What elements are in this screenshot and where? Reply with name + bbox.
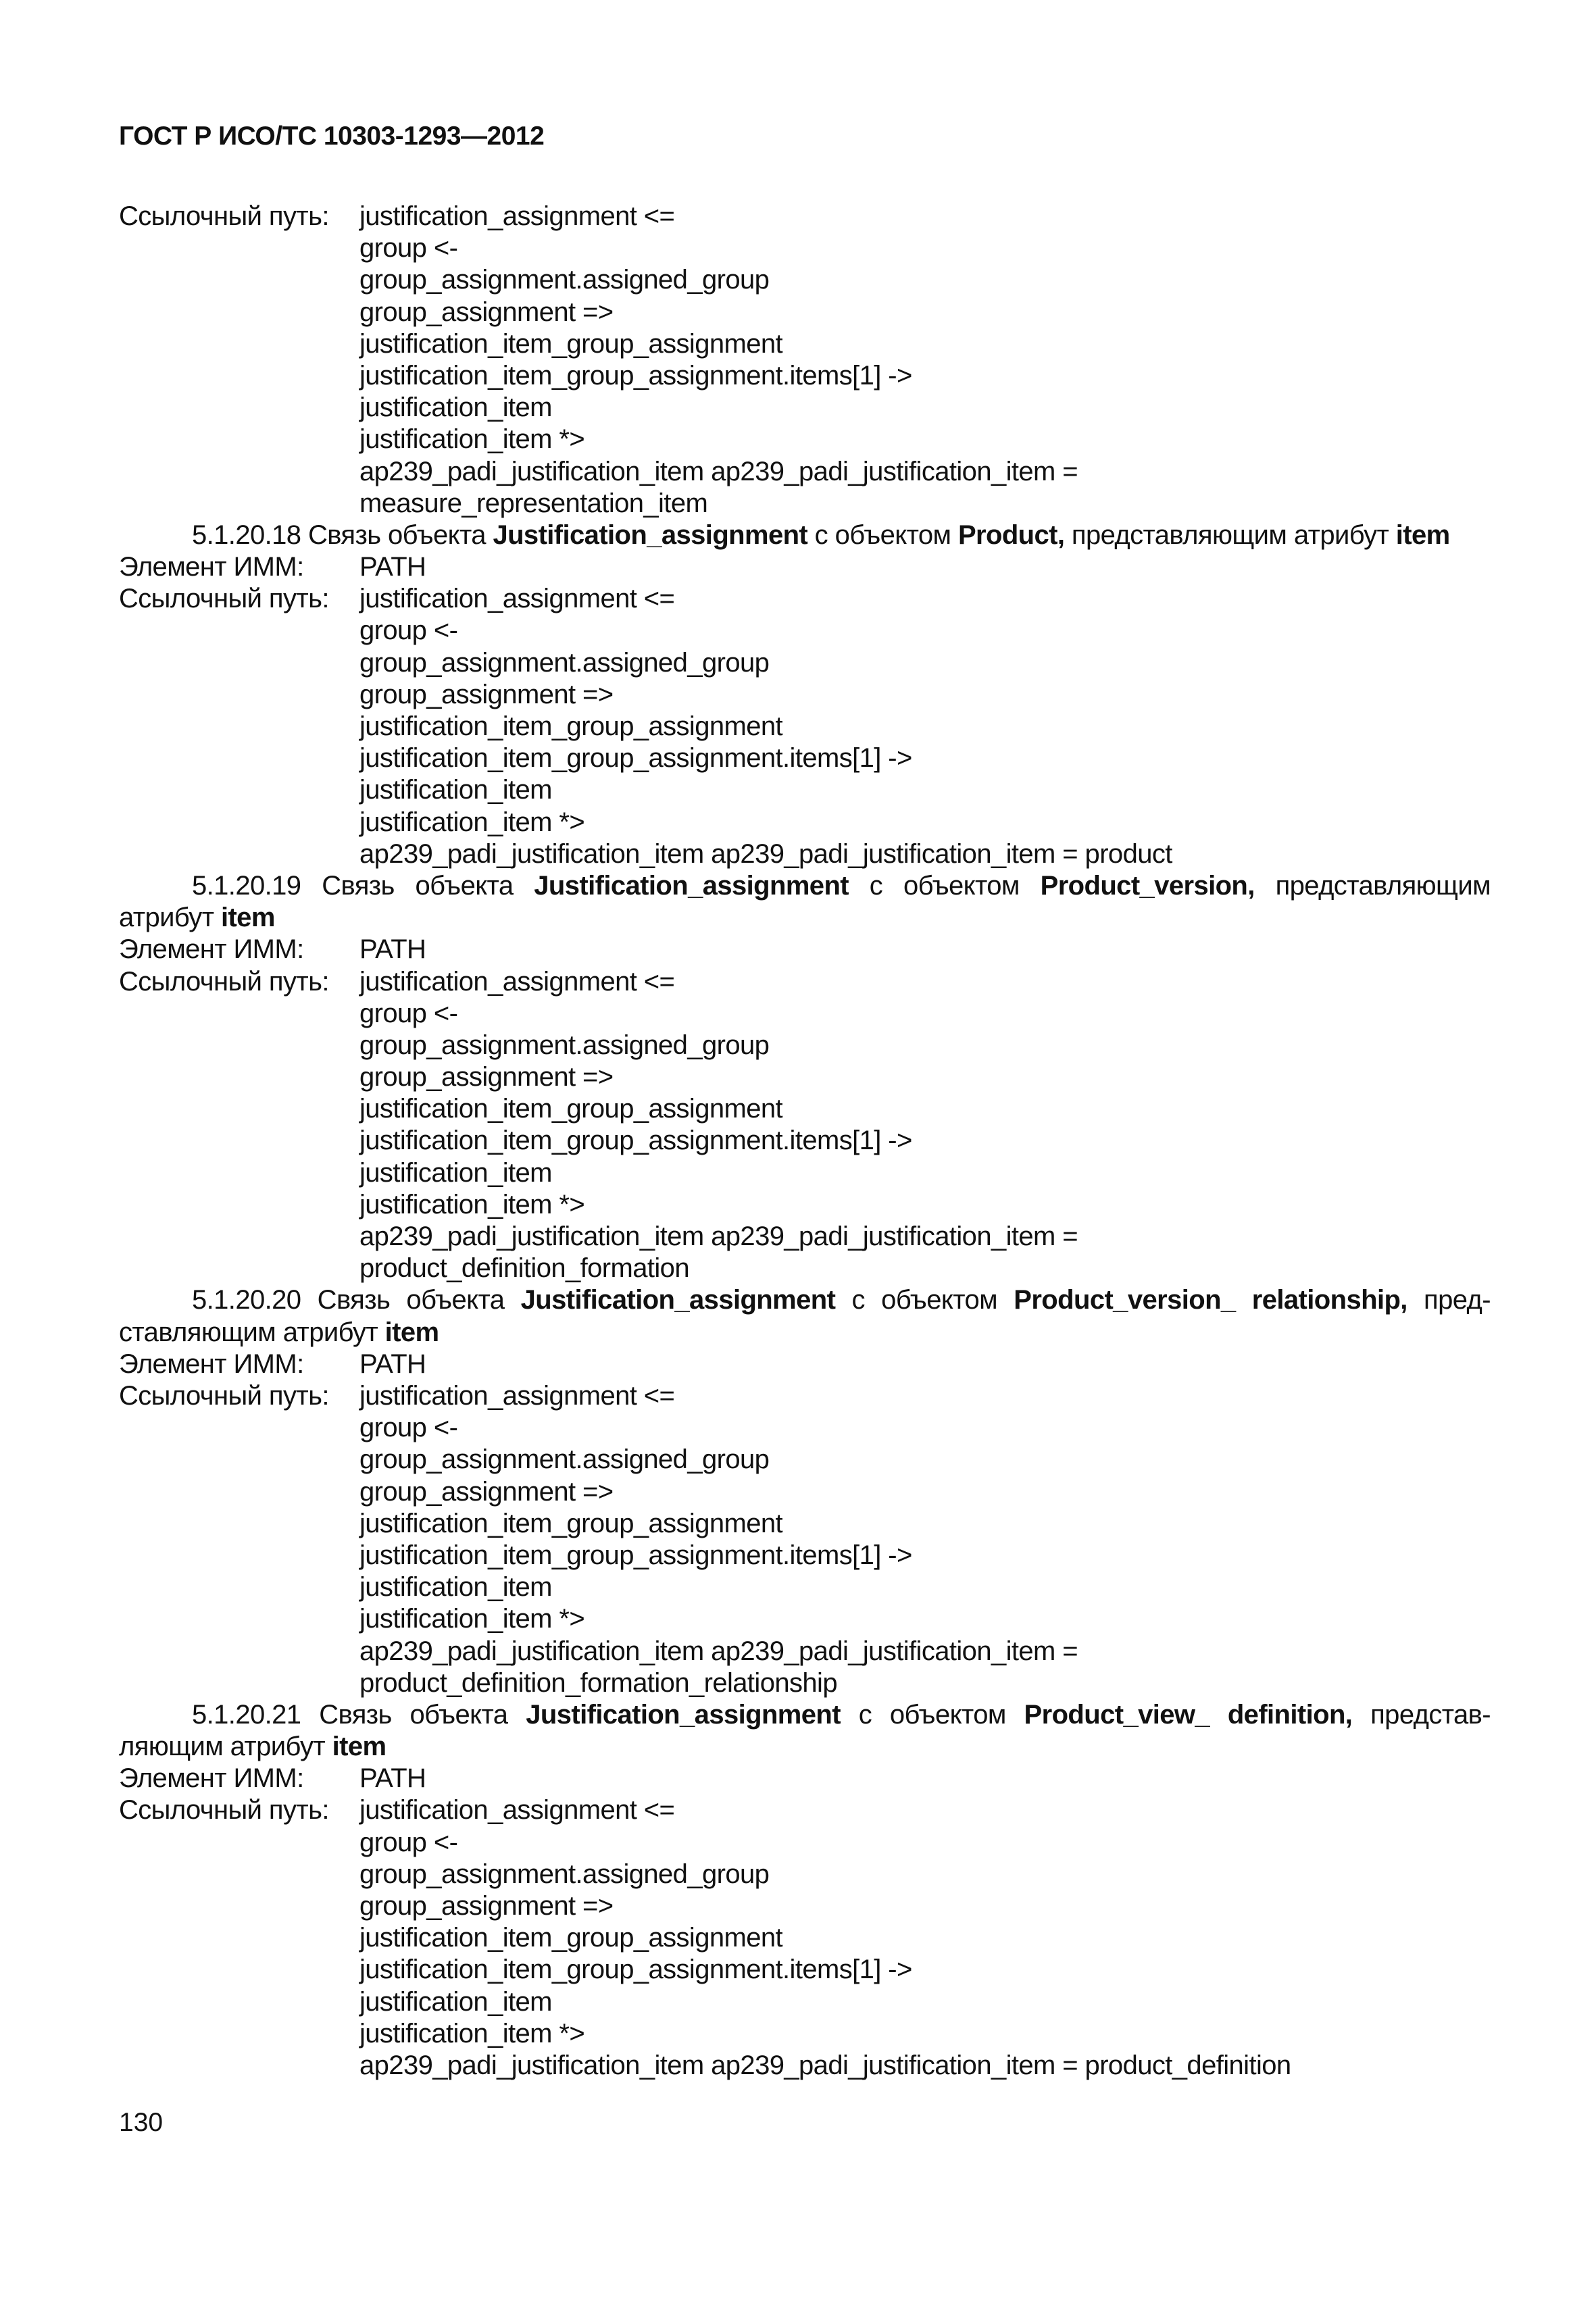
- heading-target: Product_version,: [1040, 870, 1255, 901]
- path-line: ap239_padi_justification_item ap239_padi_justification_item = product_definition: [359, 2050, 1291, 2080]
- reference-path-row: [119, 1380, 1491, 1412]
- path-line: group_assignment.assigned_group: [359, 1030, 770, 1060]
- aim-element-row: [119, 551, 1491, 583]
- aim-element-label: Элемент ИММ:: [119, 1349, 304, 1379]
- section-number: 5.1.20.18: [192, 520, 301, 550]
- path-line: justification_item: [359, 393, 552, 423]
- path-line: justification_item_group_assignment: [359, 1094, 783, 1124]
- path-line: group_assignment.assigned_group: [359, 265, 770, 295]
- section-heading: [119, 520, 1491, 551]
- path-line: group_assignment =>: [359, 1891, 614, 1921]
- aim-element-label: Элемент ИММ:: [119, 934, 304, 965]
- path-line: justification_item: [359, 1572, 552, 1603]
- path-line: group_assignment =>: [359, 679, 614, 709]
- path-line: product_definition_formation_relationship: [359, 1667, 837, 1698]
- path-line: justification_item *>: [359, 2018, 585, 2048]
- heading-target: Product_version_ relationship,: [1014, 1285, 1407, 1315]
- heading-entity: Justification_assignment: [534, 870, 849, 901]
- path-line: justification_item: [359, 1157, 552, 1188]
- aim-element-value: PATH: [359, 1763, 426, 1794]
- heading-text: с объектом: [814, 520, 951, 550]
- path-line: group <-: [359, 233, 458, 263]
- path-line: group <-: [359, 615, 458, 646]
- heading-entity: Justification_assignment: [493, 520, 808, 550]
- heading-text: представляющим атрибут: [1071, 520, 1389, 550]
- section-number: 5.1.20.21: [192, 1699, 301, 1730]
- aim-element-value: PATH: [359, 934, 426, 965]
- path-line: group <-: [359, 1413, 458, 1443]
- aim-element-row: [119, 934, 1491, 965]
- heading-text: Связь объекта: [319, 1699, 508, 1730]
- heading-text: с объектом: [858, 1699, 1006, 1730]
- path-line: group_assignment =>: [359, 297, 614, 327]
- reference-path-label: Ссылочный путь:: [119, 1381, 329, 1411]
- path-line: justification_item_group_assignment: [359, 1923, 783, 1953]
- reference-path-label: Ссылочный путь:: [119, 201, 329, 231]
- heading-text: Связь объекта: [317, 1285, 505, 1315]
- page-number: 130: [119, 2108, 164, 2137]
- heading-attribute: item: [1395, 520, 1450, 550]
- path-line: measure_representation_item: [359, 488, 708, 518]
- heading-text: с объектом: [851, 1285, 998, 1315]
- aim-element-row: [119, 1349, 1491, 1380]
- section-number: 5.1.20.19: [192, 870, 301, 901]
- aim-element-value: PATH: [359, 552, 426, 582]
- heading-attribute: item: [384, 1317, 439, 1347]
- path-line: justification_item_group_assignment.items[1] ->: [359, 743, 912, 774]
- path-line: group_assignment =>: [359, 1476, 614, 1507]
- reference-path-row: [119, 1794, 1491, 1826]
- section-heading: [119, 1699, 1491, 1763]
- path-line: group <-: [359, 1827, 458, 1857]
- heading-entity: Justification_assignment: [526, 1699, 841, 1730]
- heading-entity: Justification_assignment: [520, 1285, 836, 1315]
- heading-text: с объектом: [869, 870, 1020, 901]
- path-line: justification_item: [359, 1986, 552, 2017]
- path-line: justification_item: [359, 775, 552, 805]
- path-line: ap239_padi_justification_item ap239_padi_justification_item = product: [359, 838, 1172, 869]
- heading-text: Связь объекта: [322, 870, 514, 901]
- heading-attribute: item: [332, 1732, 386, 1762]
- path-line: justification_item_group_assignment.items[1] ->: [359, 1540, 912, 1570]
- path-line: group_assignment.assigned_group: [359, 1859, 770, 1889]
- path-line: ap239_padi_justification_item ap239_padi_justification_item =: [359, 456, 1078, 486]
- path-line: product_definition_formation: [359, 1253, 689, 1284]
- reference-path-label: Ссылочный путь:: [119, 966, 329, 997]
- aim-element-value: PATH: [359, 1349, 426, 1379]
- heading-target: Product_view_ definition,: [1024, 1699, 1353, 1730]
- section-heading: [119, 1284, 1491, 1348]
- aim-element-row: [119, 1763, 1491, 1794]
- path-line: justification_item *>: [359, 424, 585, 455]
- path-line: justification_item *>: [359, 807, 585, 837]
- section-number: 5.1.20.20: [192, 1285, 301, 1315]
- document-body: [119, 201, 1491, 2082]
- reference-path-row: [119, 201, 1491, 232]
- path-line: justification_item *>: [359, 1604, 585, 1634]
- path-line: justification_assignment <=: [359, 1381, 675, 1411]
- path-line: justification_item_group_assignment.items[1] ->: [359, 1955, 912, 1985]
- heading-text: пред-ставляющим атрибут: [119, 1285, 1491, 1347]
- path-line: justification_assignment <=: [359, 1795, 675, 1826]
- path-line: group <-: [359, 998, 458, 1028]
- aim-element-label: Элемент ИММ:: [119, 1763, 304, 1794]
- reference-path-row: [119, 966, 1491, 998]
- path-line: justification_item_group_assignment: [359, 1508, 783, 1538]
- path-line: justification_item_group_assignment.items[1] ->: [359, 360, 912, 391]
- heading-target: Product,: [957, 520, 1065, 550]
- section-heading: [119, 870, 1491, 934]
- heading-text: представляющим атрибут: [119, 870, 1491, 933]
- path-line: justification_item *>: [359, 1189, 585, 1219]
- heading-text: Связь объекта: [307, 520, 486, 550]
- path-line: justification_assignment <=: [359, 966, 675, 997]
- path-line: group_assignment =>: [359, 1062, 614, 1092]
- path-line: ap239_padi_justification_item ap239_padi_justification_item =: [359, 1222, 1078, 1252]
- path-line: justification_item_group_assignment: [359, 711, 783, 741]
- path-line: group_assignment.assigned_group: [359, 1444, 770, 1475]
- heading-attribute: item: [220, 903, 275, 933]
- reference-path-label: Ссылочный путь:: [119, 1795, 329, 1826]
- reference-path-label: Ссылочный путь:: [119, 584, 329, 614]
- heading-text: представ-ляющим атрибут: [119, 1699, 1491, 1762]
- path-line: justification_item_group_assignment.items[1] ->: [359, 1126, 912, 1156]
- path-line: ap239_padi_justification_item ap239_padi_justification_item =: [359, 1636, 1078, 1666]
- aim-element-label: Элемент ИММ:: [119, 552, 304, 582]
- path-line: justification_assignment <=: [359, 584, 675, 614]
- document-header: ГОСТ Р ИСО/ТС 10303-1293—2012: [119, 122, 545, 151]
- path-line: justification_assignment <=: [359, 201, 675, 231]
- path-line: group_assignment.assigned_group: [359, 647, 770, 678]
- reference-path-row: [119, 583, 1491, 615]
- path-line: justification_item_group_assignment: [359, 328, 783, 359]
